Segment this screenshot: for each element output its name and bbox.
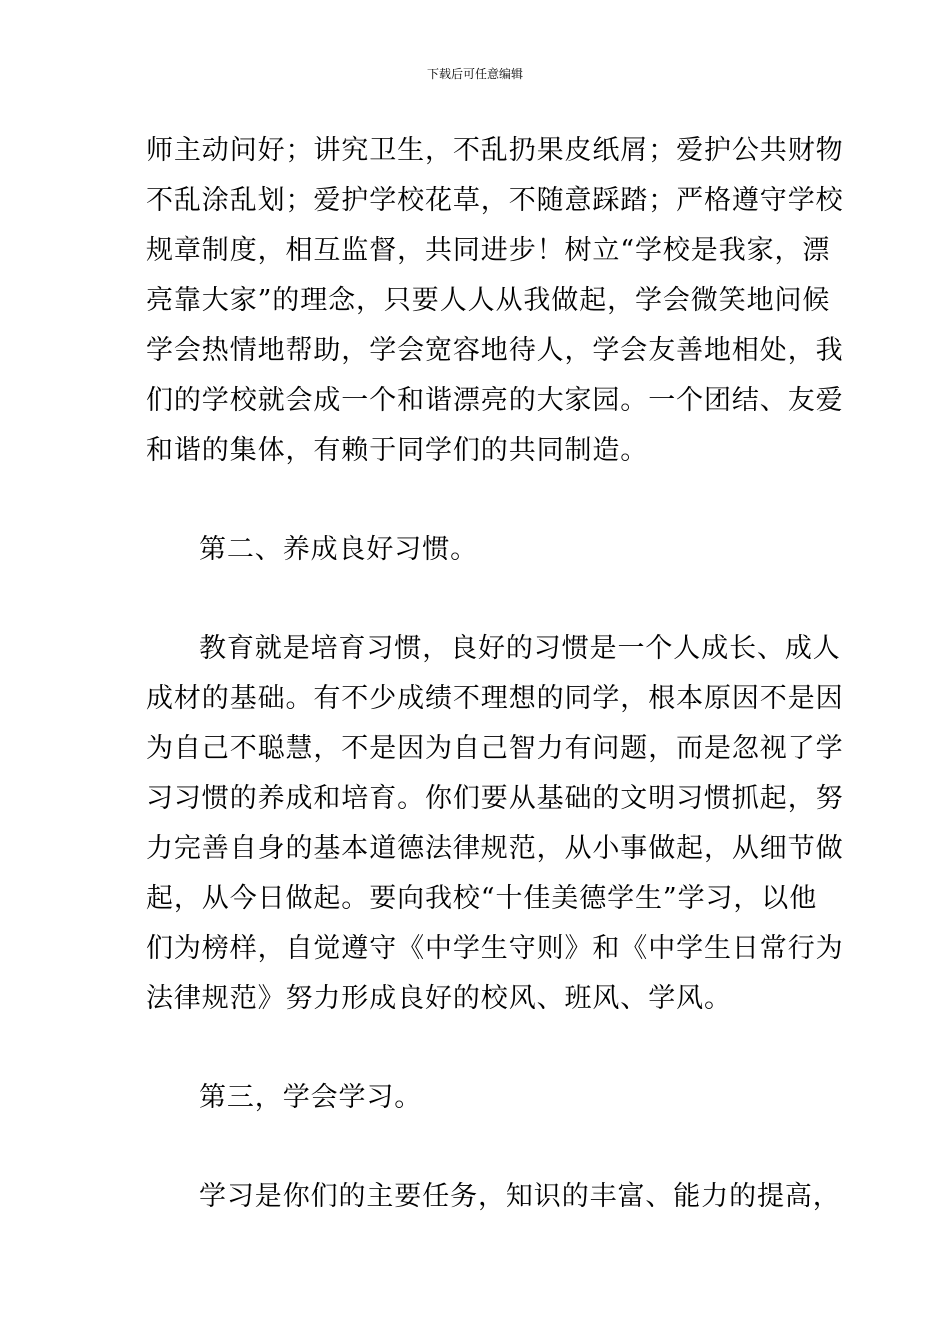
paragraph-school-as-home (146, 126, 844, 476)
text-line: 师主动问好；讲究卫生，不乱扔果皮纸屑；爱护公共财物 (146, 135, 844, 166)
page-header: 下载后可任意编辑 (426, 67, 523, 81)
text-line: 习习惯的养成和培育。你们要从基础的文明习惯抓起，努 (146, 783, 844, 814)
paragraph-spacer (146, 476, 810, 525)
text-line: 们为榜样，自觉遵守《中学生守则》和《中学生日常行为 (146, 933, 844, 964)
text-line: 为自己不聪慧，不是因为自己智力有问题，而是忽视了学 (146, 733, 844, 764)
paragraph-spacer (146, 1024, 810, 1073)
text-line: 法律规范》努力形成良好的校风、班风、学风。 (146, 983, 732, 1014)
text-line: 学会热情地帮助，学会宽容地待人，学会友善地相处，我 (146, 335, 844, 366)
paragraph-learning (146, 1172, 841, 1222)
text-line: 起，从今日做起。要向我校“十佳美德学生”学习，以他 (146, 883, 818, 914)
text-line: 亮靠大家”的理念，只要人人从我做起，学会微笑地问候 (146, 285, 831, 316)
text-line: 成材的基础。有不少成绩不理想的同学，根本原因不是因 (146, 683, 844, 714)
paragraph-spacer (146, 575, 810, 624)
text-line: 不乱涂乱划；爱护学校花草，不随意踩踏；严格遵守学校 (146, 185, 844, 216)
section-heading-third (146, 1073, 810, 1123)
text-line: 第二、养成良好习惯。 (199, 534, 478, 565)
text-line: 规章制度，相互监督，共同进步！树立“学校是我家，漂 (146, 235, 831, 266)
document-body (146, 126, 844, 1222)
text-line: 们的学校就会成一个和谐漂亮的大家园。一个团结、友爱 (146, 385, 844, 416)
paragraph-good-habits (146, 624, 844, 1024)
text-line: 和谐的集体，有赖于同学们的共同制造。 (146, 435, 649, 466)
text-line: 力完善自身的基本道德法律规范，从小事做起，从细节做 (146, 833, 844, 864)
text-line: 教育就是培育习惯，良好的习惯是一个人成长、成人 (199, 633, 841, 664)
section-heading-second (146, 525, 810, 575)
text-line: 学习是你们的主要任务，知识的丰富、能力的提高， (199, 1181, 841, 1212)
paragraph-spacer (146, 1123, 810, 1172)
text-line: 第三，学会学习。 (199, 1082, 423, 1113)
